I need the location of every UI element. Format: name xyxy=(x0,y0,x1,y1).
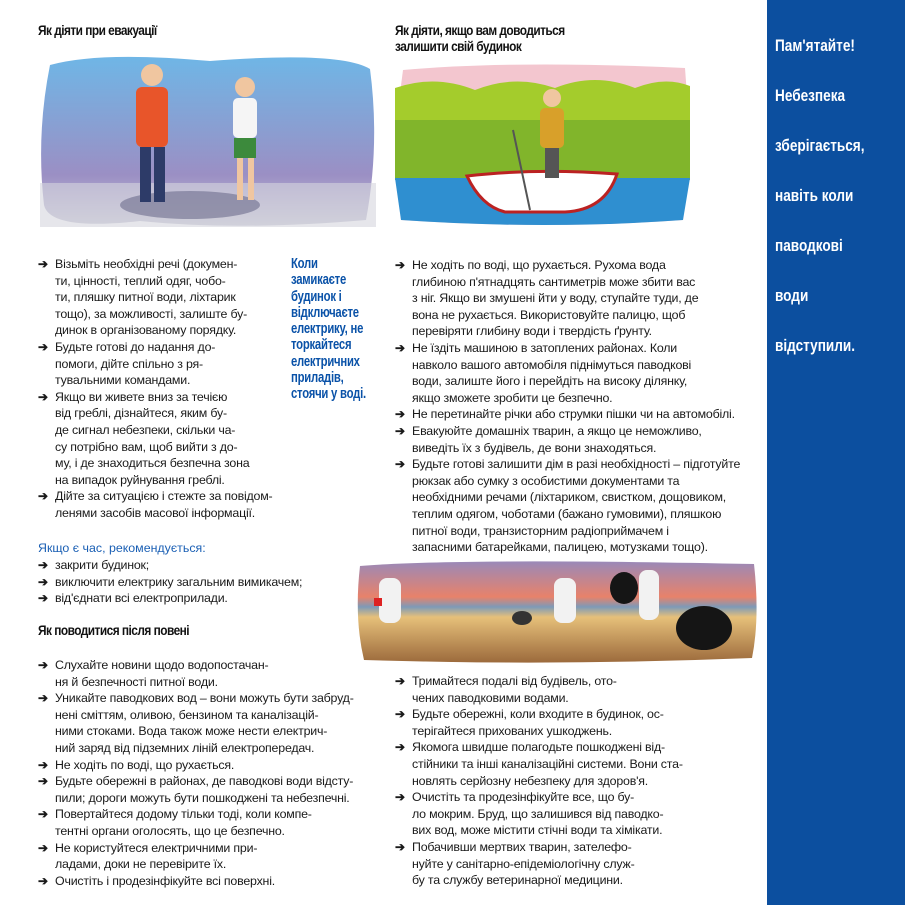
list-item-line: Будьте обережні в районах, де паводкові води відсту- xyxy=(55,774,354,789)
cleanup-illustration xyxy=(354,558,760,664)
callout-line: електричних xyxy=(291,353,360,370)
sidebar-line: Пам'ятайте! xyxy=(775,36,855,55)
list-item xyxy=(395,406,760,423)
arrow-bullet-icon: ➔ xyxy=(395,258,405,272)
sidebar-line: навіть коли xyxy=(775,186,854,205)
list-item-line: води, залиште його і перейдіть на високу ділянку, xyxy=(412,374,688,389)
list-item-line: якщо зможете зробити це безпечно. xyxy=(412,390,613,405)
arrow-bullet-icon: ➔ xyxy=(38,339,48,354)
list-item-line: Будьте готові залишити дім в разі необхідності – підготуйте xyxy=(412,457,741,472)
list-item-line: му, і де знаходиться безпечна зона xyxy=(55,456,250,471)
arrow-bullet-icon: ➔ xyxy=(38,558,48,572)
callout-line: замикаєте xyxy=(291,272,347,289)
list-item-line: на випадок руйнування греблі. xyxy=(55,472,225,487)
list-item xyxy=(38,657,383,690)
list-item-line: теплим одягом, чоботами (бажано гумовими), пляшкою xyxy=(412,506,722,521)
list-item-line: необхідними речами (ліхтариком, свистком, дощовиком, xyxy=(412,490,727,505)
evacuation-heading: Як діяти при евакуації xyxy=(38,23,157,38)
list-item-line: Не користуйтеся електричними при- xyxy=(55,840,258,855)
list-item-line: Тримайтеся подалі від будівель, ото- xyxy=(412,674,617,688)
sidebar-line: зберігається, xyxy=(775,136,865,155)
list-item-line: стійники та інші каналізаційні системи. Вони ста- xyxy=(412,756,683,771)
after-flood-list-right xyxy=(395,673,760,889)
list-item-line: динок в організованому порядку. xyxy=(55,323,237,338)
list-item-line: ти, цінності, теплий одяг, чобо- xyxy=(55,273,226,288)
list-item xyxy=(395,706,760,739)
list-item-line: Очистіть і продезінфікуйте всі поверхні. xyxy=(55,873,275,888)
list-item-line: закрити будинок; xyxy=(55,558,150,572)
arrow-bullet-icon: ➔ xyxy=(38,489,48,504)
heading-line: Як діяти, якщо вам доводиться xyxy=(395,23,565,38)
list-item xyxy=(38,557,358,574)
sidebar-line: води xyxy=(775,286,809,305)
after-flood-list-left xyxy=(38,657,383,889)
list-item xyxy=(38,773,383,806)
leave-home-list xyxy=(395,257,760,556)
list-item-line: глибиною п'ятнадцять сантиметрів може збити вас xyxy=(412,274,696,289)
list-item-line: тувальними командами. xyxy=(55,373,191,388)
list-item-line: бу та службу ветеринарної медицини. xyxy=(412,873,623,888)
list-item xyxy=(38,757,383,774)
list-item-line: Евакуюйте домашніх тварин, а якщо це неможливо, xyxy=(412,423,702,438)
list-item xyxy=(395,839,760,889)
list-item-line: чених паводковими водами. xyxy=(412,690,569,705)
list-item-line: терігайтеся прихованих ушкоджень. xyxy=(412,723,612,738)
list-item-line: Візьміть необхідні речі (докумен- xyxy=(55,257,238,271)
list-item xyxy=(38,873,383,890)
list-item-line: ними стоками. Вода також може нести електрич- xyxy=(55,724,328,739)
list-item-line: Якомога швидше полагодьте пошкоджені від- xyxy=(412,740,665,755)
list-item xyxy=(38,339,288,389)
if-time-label: Якщо є час, рекомендується: xyxy=(38,541,206,555)
evacuation-illustration xyxy=(40,55,376,227)
list-item-line: ленями засобів масової інформації. xyxy=(55,505,255,520)
callout-line: будинок і xyxy=(291,288,342,305)
list-item-line: Якщо ви живете вниз за течією xyxy=(55,389,228,404)
list-item-line: Уникайте паводкових вод – вони можуть бути забруд- xyxy=(55,691,354,706)
list-item-line: Дійте за ситуацією і стежте за повідом- xyxy=(55,489,273,504)
list-item-line: ладами, доки не перевірите їх. xyxy=(55,857,227,872)
list-item xyxy=(38,690,383,756)
sidebar-line: Небезпека xyxy=(775,86,846,105)
callout-line: стоячи у воді. xyxy=(291,386,366,403)
list-item xyxy=(395,340,760,406)
list-item xyxy=(395,257,760,340)
list-item-line: тощо), за можливості, залиште бу- xyxy=(55,306,248,321)
list-item-line: запасними батарейками, палицею, мотузками тощо). xyxy=(412,540,708,555)
list-item xyxy=(38,389,288,489)
list-item-line: вона не рухається. Використовуйте палицю, щоб xyxy=(412,307,686,322)
list-item-line: Побачивши мертвих тварин, зателефо- xyxy=(412,839,632,854)
boat-illustration xyxy=(395,60,690,226)
list-item-line: Не перетинайте річки або струмки пішки чи на автомобілі. xyxy=(412,407,735,422)
list-item-line: ти, пляшку питної води, ліхтарик xyxy=(55,290,236,305)
list-item-line: Не ходіть по воді, що рухається. xyxy=(55,757,235,772)
list-item-line: ло мокрим. Бруд, що залишився від паводко- xyxy=(412,806,664,821)
leave-home-heading xyxy=(395,23,565,55)
arrow-bullet-icon: ➔ xyxy=(38,257,48,271)
list-item-line: Очистіть та продезінфікуйте все, що бу- xyxy=(412,790,635,805)
list-item-line: Не ходіть по воді, що рухається. Рухома вода xyxy=(412,258,666,272)
arrow-bullet-icon: ➔ xyxy=(395,790,405,805)
if-time-list xyxy=(38,557,358,607)
electricity-callout xyxy=(291,256,366,403)
list-item-line: ня й безпечності питної води. xyxy=(55,674,218,689)
list-item xyxy=(395,456,760,556)
list-item-line: Будьте готові до надання до- xyxy=(55,339,216,354)
list-item-line: вих вод, може містити стічні води та хімікати. xyxy=(412,823,663,838)
arrow-bullet-icon: ➔ xyxy=(38,873,48,888)
list-item-line: з ніг. Якщо ви змушені йти у воду, ступайте туди, де xyxy=(412,291,699,306)
arrow-bullet-icon: ➔ xyxy=(38,807,48,822)
list-item xyxy=(38,574,358,591)
list-item-line: навколо вашого автомобіля піднімуться паводкові xyxy=(412,357,692,372)
callout-line: відключаєте xyxy=(291,304,359,321)
list-item-line: нені сміттям, оливою, бензином та каналізацій- xyxy=(55,707,319,722)
list-item-line: виведіть їх з будівель, де вони знаходяться. xyxy=(412,440,657,455)
arrow-bullet-icon: ➔ xyxy=(38,574,48,589)
arrow-bullet-icon: ➔ xyxy=(38,757,48,772)
arrow-bullet-icon: ➔ xyxy=(395,423,405,438)
list-item-line: рюкзак або сумку з особистими документами та xyxy=(412,473,680,488)
list-item-line: перевіряти глибину води і твердість ґрунту. xyxy=(412,324,652,339)
list-item-line: помоги, дійте спільно з ря- xyxy=(55,356,203,371)
callout-line: Коли xyxy=(291,256,318,272)
list-item xyxy=(395,673,760,706)
list-item-line: від'єднати всі електроприлади. xyxy=(55,591,228,606)
arrow-bullet-icon: ➔ xyxy=(38,389,48,404)
list-item-line: де сигнал небезпеки, скільки ча- xyxy=(55,422,236,437)
arrow-bullet-icon: ➔ xyxy=(38,840,48,855)
list-item-line: Слухайте новини щодо водопостачан- xyxy=(55,658,269,672)
list-item xyxy=(38,806,383,839)
arrow-bullet-icon: ➔ xyxy=(395,674,405,688)
arrow-bullet-icon: ➔ xyxy=(38,658,48,672)
list-item-line: тентні органи оголосять, що це безпечно. xyxy=(55,823,285,838)
arrow-bullet-icon: ➔ xyxy=(38,691,48,706)
list-item-line: Будьте обережні, коли входите в будинок, ос- xyxy=(412,707,664,722)
arrow-bullet-icon: ➔ xyxy=(395,740,405,755)
sidebar-line: відступили. xyxy=(775,336,856,355)
reminder-sidebar xyxy=(767,0,905,905)
arrow-bullet-icon: ➔ xyxy=(395,457,405,472)
heading-line: залишити свій будинок xyxy=(395,39,522,54)
callout-line: приладів, xyxy=(291,370,344,387)
list-item-line: Не їздіть машиною в затоплених районах. Коли xyxy=(412,340,678,355)
list-item-line: новлять серйозну небезпеку для здоров'я. xyxy=(412,773,649,788)
after-flood-heading: Як поводитися після повені xyxy=(38,623,190,638)
list-item-line: від греблі, дізнайтеся, яким бу- xyxy=(55,406,227,421)
list-item xyxy=(38,256,288,339)
evacuation-list xyxy=(38,256,288,522)
list-item-line: ний заряд від підземних ліній електропередач. xyxy=(55,740,315,755)
list-item xyxy=(395,423,760,456)
list-item xyxy=(38,590,358,607)
arrow-bullet-icon: ➔ xyxy=(395,340,405,355)
list-item-line: су потрібно вам, щоб вийти з до- xyxy=(55,439,238,454)
callout-line: електрику, не xyxy=(291,321,364,338)
list-item-line: Повертайтеся додому тільки тоді, коли компе- xyxy=(55,807,312,822)
list-item xyxy=(38,840,383,873)
list-item-line: пили; дороги можуть бути пошкоджені та небезпечні. xyxy=(55,790,350,805)
list-item-line: питної води, транзисторним радіоприймачем і xyxy=(412,523,669,538)
list-item-line: нуйте у санітарно-епідеміологічну служ- xyxy=(412,856,635,871)
arrow-bullet-icon: ➔ xyxy=(38,591,48,606)
list-item-line: виключити електрику загальним вимикачем; xyxy=(55,574,303,589)
arrow-bullet-icon: ➔ xyxy=(395,839,405,854)
arrow-bullet-icon: ➔ xyxy=(395,707,405,722)
list-item xyxy=(395,739,760,789)
arrow-bullet-icon: ➔ xyxy=(38,774,48,789)
list-item xyxy=(38,488,288,521)
sidebar-line: паводкові xyxy=(775,236,843,255)
list-item xyxy=(395,789,760,839)
arrow-bullet-icon: ➔ xyxy=(395,407,405,422)
callout-line: торкайтеся xyxy=(291,337,352,354)
